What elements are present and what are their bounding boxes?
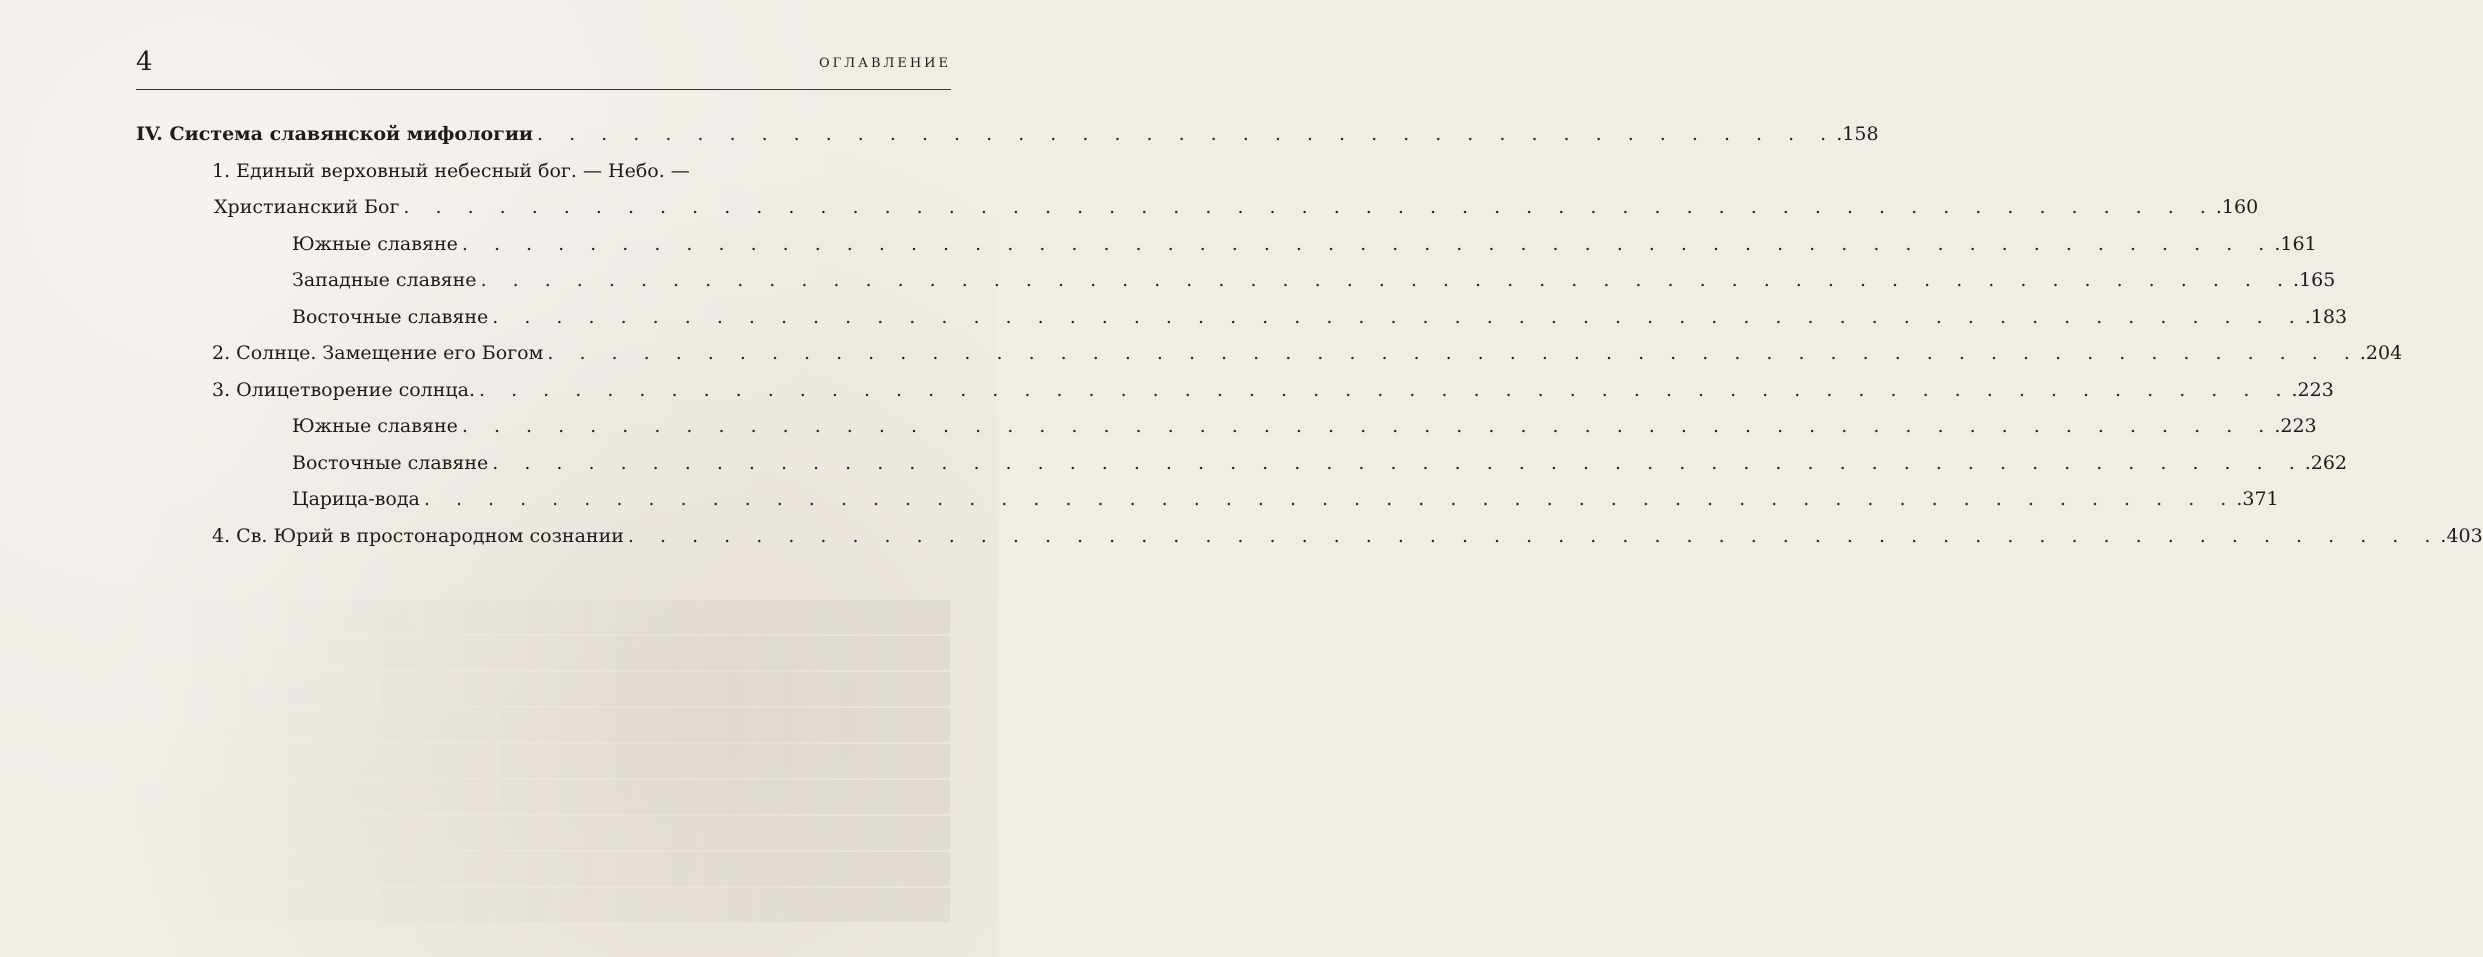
toc-leader-dots: . . . . . . . . . . . . . . . . . . . . . . . . . . . . . . . . . . . . . . . . . . . . . . . . . . . . . . . . . <box>461 415 2275 438</box>
toc-entry-page: .183 <box>2304 305 2348 328</box>
toc-entry-title: Южные славяне <box>292 232 458 255</box>
toc-entry <box>136 518 2483 555</box>
toc-entry-title: IV. Система славянской мифологии <box>136 123 534 146</box>
toc-entry-page: .371 <box>2236 488 2279 511</box>
toc-entry <box>136 262 2336 299</box>
toc-entry-title: 3. Олицетворение солнца. <box>212 378 476 401</box>
toc-entry-title: Западные славяне <box>292 269 477 292</box>
toc-entry-page: .403 <box>2440 524 2483 547</box>
toc-entry <box>136 372 2334 409</box>
page-number: 4 <box>136 47 153 77</box>
toc-entry-page: .223 <box>2274 415 2317 438</box>
toc-leader-dots: . . . . . . . . . . . . . . . . . . . . . . . . . . . . . . . . . . . . . . . . . . . . . . . . . . . . . . . . . <box>403 196 2216 219</box>
toc-entry-title: 4. Св. Юрий в простонародном сознании <box>212 524 624 547</box>
toc-entry <box>136 481 2279 518</box>
show-through-texture <box>150 600 950 940</box>
toc-leader-dots: . . . . . . . . . . . . . . . . . . . . . . . . . . . . . . . . . . . . . . . . . . . . . . . . . . . . . . . . . <box>492 305 2305 328</box>
table-of-contents <box>136 116 2483 554</box>
toc-leader-dots: . . . . . . . . . . . . . . . . . . . . . . . . . . . . . . . . . . . . . . . . . . . . . . . . . . . . . . . . . <box>492 451 2305 474</box>
toc-entry-page: .165 <box>2293 269 2336 292</box>
toc-entry-title: 1. Единый верховный небесный бог. — Небо. — <box>212 159 690 182</box>
toc-entry-title: Восточные славяне <box>292 451 489 474</box>
toc-entry <box>136 408 2317 445</box>
toc-entry-title: Южные славяне <box>292 415 458 438</box>
toc-entry <box>136 445 2348 482</box>
toc-leader-dots: . . . . . . . . . . . . . . . . . . . . . . . . . . . . . . . . . . . . . . . . . . . . . . . . . . . . . . . . . <box>461 232 2275 255</box>
toc-entry-page: .262 <box>2304 451 2348 474</box>
toc-entry-page: .223 <box>2291 378 2334 401</box>
toc-entry <box>136 116 1879 153</box>
page-header <box>136 42 951 82</box>
toc-entry-page: .158 <box>1836 123 1879 146</box>
toc-entry-page: .160 <box>2215 196 2259 219</box>
toc-leader-dots: . . . . . . . . . . . . . . . . . . . . . . . . . . . . . . . . . . . . . . . . . . . . . . . . . . . . . . . . . <box>547 342 2360 365</box>
toc-entry <box>136 299 2348 336</box>
toc-entry <box>136 153 951 190</box>
toc-leader-dots: . . . . . . . . . . . . . . . . . . . . . . . . . . . . . . . . . . . . . . . . . <box>537 123 1837 146</box>
header-rule <box>136 89 951 90</box>
toc-leader-dots: . . . . . . . . . . . . . . . . . . . . . . . . . . . . . . . . . . . . . . . . . . . . . . . . . . . . . . . . . <box>479 378 2292 401</box>
toc-leader-dots: . . . . . . . . . . . . . . . . . . . . . . . . . . . . . . . . . . . . . . . . . . . . . . . . . . . . . . . . . <box>627 524 2441 547</box>
toc-leader-dots: . . . . . . . . . . . . . . . . . . . . . . . . . . . . . . . . . . . . . . . . . . . . . . . . . . . . . . . . . <box>423 488 2237 511</box>
toc-entry <box>136 189 2259 226</box>
toc-entry <box>136 335 2403 372</box>
toc-entry-title: Царица-вода <box>292 488 420 511</box>
toc-leader-dots: . . . . . . . . . . . . . . . . . . . . . . . . . . . . . . . . . . . . . . . . . . . . . . . . . . . . . . . . . <box>480 269 2294 292</box>
toc-entry-title: Восточные славяне <box>292 305 489 328</box>
toc-entry-title: Христианский Бог <box>214 196 400 219</box>
toc-entry-page: .161 <box>2274 232 2317 255</box>
toc-entry-title: 2. Солнце. Замещение его Богом <box>212 342 544 365</box>
toc-entry <box>136 226 2317 263</box>
toc-entry-page: .204 <box>2359 342 2403 365</box>
running-head: ОГЛАВЛЕНИЕ <box>818 56 951 71</box>
